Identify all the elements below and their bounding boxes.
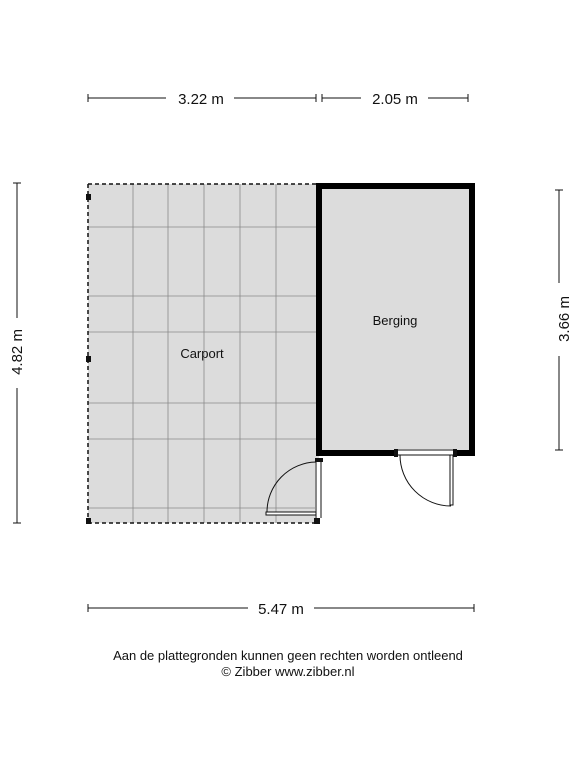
- post-bottom-right: [314, 518, 320, 524]
- dimension-top-left: [88, 91, 316, 108]
- dimension-label-bottom: 5.47 m: [258, 601, 304, 618]
- post-bottom-left: [86, 518, 91, 524]
- dimension-label-top-right: 2.05 m: [372, 91, 418, 108]
- dimension-label-top-left: 3.22 m: [178, 91, 224, 108]
- dimension-label-right: 3.66 m: [556, 296, 573, 342]
- copyright-text: © Zibber www.zibber.nl: [221, 664, 355, 679]
- carport-label: Carport: [180, 346, 224, 361]
- post-top-left: [86, 194, 91, 200]
- berging-door[interactable]: [400, 455, 453, 506]
- post-mid-left: [86, 356, 91, 362]
- dimension-left: [9, 183, 26, 523]
- dimension-bottom: [88, 601, 474, 618]
- dimension-label-left: 4.82 m: [9, 329, 26, 375]
- berging-room: [315, 186, 472, 518]
- dimension-top-right: [322, 91, 468, 108]
- dimension-right: [555, 190, 573, 450]
- disclaimer-text: Aan de plattegronden kunnen geen rechten worden ontleend: [113, 648, 463, 663]
- berging-label: Berging: [372, 313, 418, 328]
